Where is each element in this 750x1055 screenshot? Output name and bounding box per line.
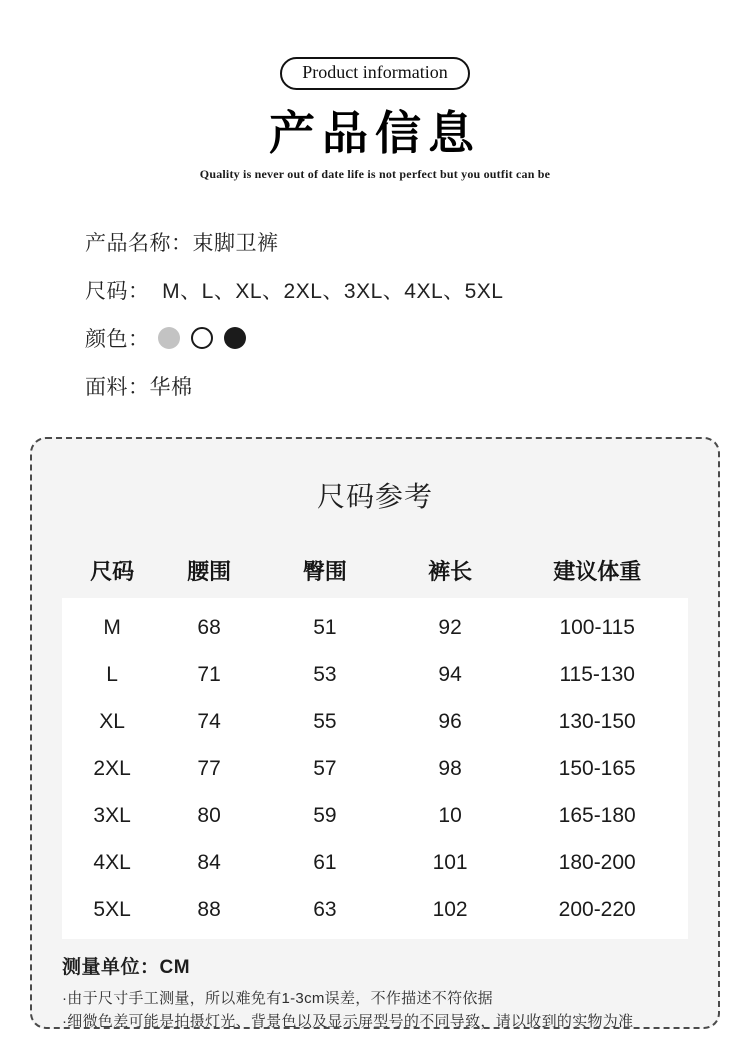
table-cell: 57 xyxy=(313,756,337,780)
table-cell: 165-180 xyxy=(558,803,636,827)
table-cell: 96 xyxy=(438,709,462,733)
spec-row-product-name xyxy=(85,218,750,266)
table-cell: 77 xyxy=(197,756,221,780)
column-header: 尺码 xyxy=(90,559,135,584)
badge-label: Product information xyxy=(302,62,448,82)
table-row xyxy=(62,698,688,745)
black-color-swatch xyxy=(224,327,246,349)
table-cell: 101 xyxy=(432,850,468,874)
column-header: 腰围 xyxy=(187,559,232,584)
product-name-value: 束脚卫裤 xyxy=(192,232,279,255)
table-cell: 51 xyxy=(313,615,337,639)
fabric-label: 面料： xyxy=(85,376,150,399)
table-cell: 80 xyxy=(197,803,221,827)
spec-row-fabric xyxy=(85,362,750,410)
table-cell: 100-115 xyxy=(559,615,635,639)
spec-row-sizes xyxy=(85,266,750,314)
table-cell: 130-150 xyxy=(558,709,636,733)
table-row xyxy=(62,886,688,933)
fabric-value: 华棉 xyxy=(149,376,193,399)
table-cell: 74 xyxy=(197,709,221,733)
product-information-badge xyxy=(280,57,469,90)
table-cell: 53 xyxy=(313,662,337,686)
size-table-header xyxy=(62,555,688,586)
table-cell: 200-220 xyxy=(558,897,636,921)
table-cell: M xyxy=(103,615,121,639)
table-cell: 4XL xyxy=(93,850,131,874)
table-cell: 61 xyxy=(313,850,337,874)
size-chart-title: 尺码参考 xyxy=(316,481,433,512)
table-cell: 94 xyxy=(438,662,462,686)
header-section xyxy=(0,0,750,182)
table-cell: 5XL xyxy=(93,897,131,921)
table-cell: 68 xyxy=(197,615,221,639)
table-cell: 98 xyxy=(438,756,462,780)
table-cell: 180-200 xyxy=(558,850,636,874)
product-specs xyxy=(85,218,750,410)
gray-color-swatch xyxy=(158,327,180,349)
table-cell: XL xyxy=(99,709,125,733)
table-cell: 150-165 xyxy=(558,756,636,780)
size-chart-card xyxy=(30,437,720,1029)
table-cell: 63 xyxy=(313,897,337,921)
notes-section xyxy=(62,987,688,1034)
table-cell: 10 xyxy=(438,803,462,827)
note-line: ·细微色差可能是拍摄灯光、背景色以及显示屏型号的不同导致，请以收到的实物为准 xyxy=(62,1013,634,1031)
white-color-swatch xyxy=(191,327,213,349)
table-cell: 3XL xyxy=(93,803,131,827)
tagline: Quality is never out of date life is not perfect but you outfit can be xyxy=(199,167,551,181)
column-header: 建议体重 xyxy=(553,559,642,584)
note-line: ·由于尺寸手工测量，所以难免有1-3cm误差，不作描述不符依据 xyxy=(62,990,493,1007)
table-row xyxy=(62,651,688,698)
table-cell: 92 xyxy=(438,615,462,639)
table-row xyxy=(62,604,688,651)
table-cell: 2XL xyxy=(93,756,131,780)
table-row xyxy=(62,792,688,839)
table-cell: 55 xyxy=(313,709,337,733)
sizes-label: 尺码： xyxy=(85,280,163,303)
table-cell: 71 xyxy=(197,662,221,686)
table-row xyxy=(62,839,688,886)
column-header: 裤长 xyxy=(428,559,473,584)
table-cell: 84 xyxy=(197,850,221,874)
column-header: 臀围 xyxy=(302,559,347,584)
colors-label: 颜色： xyxy=(85,328,150,351)
color-swatches xyxy=(158,327,246,349)
table-cell: 59 xyxy=(313,803,337,827)
table-cell: 115-130 xyxy=(559,662,635,686)
measure-unit-label: 测量单位：CM xyxy=(62,957,191,978)
spec-row-colors xyxy=(85,314,750,362)
table-cell: L xyxy=(106,662,118,686)
table-cell: 102 xyxy=(432,897,468,921)
product-name-label: 产品名称： xyxy=(85,232,193,255)
page-title: 产品信息 xyxy=(269,107,481,159)
table-cell: 88 xyxy=(197,897,221,921)
sizes-value: M、L、XL、2XL、3XL、4XL、5XL xyxy=(162,280,504,303)
table-row xyxy=(62,745,688,792)
size-table-body xyxy=(62,598,688,939)
